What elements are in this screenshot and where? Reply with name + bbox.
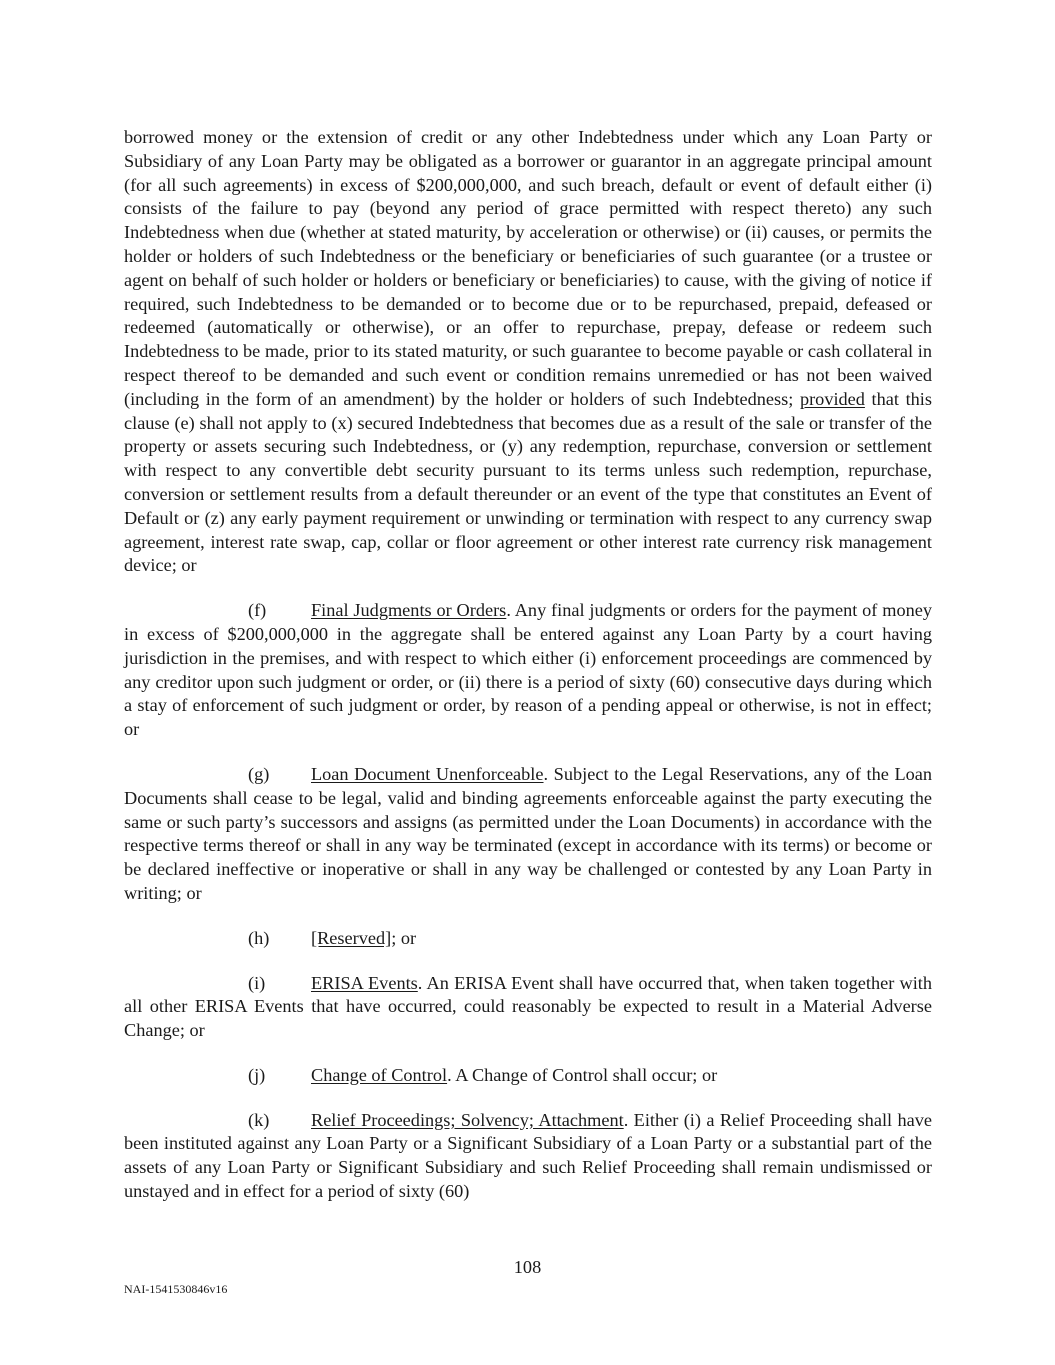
clause-text: ; or [391,927,417,948]
clause-f [124,599,932,742]
page-number: 108 [513,1257,542,1277]
clause-marker: (g) [248,763,270,784]
clause-text: . A Change of Control shall occur; or [447,1064,718,1085]
clause-e-text-2: that this clause (e) shall not apply to (x) secured Indebtedness that becomes due as a result of the sale or transfer of the property or assets securing such Indebtedness, or (y) any redemption, repurchase, conversion or settlement with respect to any convertible debt security pursuant to its terms unless such redemption, repurchase, conversion or settlement results from a default thereunder or an event of the type that constitutes an Event of Default or (z) any early payment requirement or unwinding or termination with respect to any currency swap agreement, interest rate swap, cap, collar or floor agreement or other interest rate currency risk management device; or [124,388,932,576]
clause-heading: Loan Document Unenforceable [311,763,544,784]
clause-text: . Any final judgments or orders for the payment of money in excess of $200,000,000 in the aggregate shall be entered against any Loan Party by a court having jurisdiction in the premises, and with respect to which either (i) enforcement proceedings are commenced by any creditor upon such judgment or order, or (ii) there is a period of sixty (60) consecutive days during which a stay of enforcement of such judgment or order, by reason of a pending appeal or otherwise, is not in effect; or [124,600,932,740]
clause-marker: (j) [248,1064,266,1085]
clause-heading: Final Judgments or Orders [311,600,507,621]
clause-j [124,1064,932,1088]
clause-e-text: borrowed money or the extension of credit or any other Indebtedness under which any Loan Party or Subsidiary of any Loan Party may be obligated as a borrower or guarantor in an aggregate principal amount (for all such agreements) in excess of $200,000,000, and such breach, default or event of default either (i) consists of the failure to pay (beyond any period of grace permitted with respect thereto) any such Indebtedness when due (whether at stated maturity, by acceleration or otherwise) or (ii) causes, or permits the holder or holders of such Indebtedness or the beneficiary or beneficiaries of such guarantee (or a trustee or agent on behalf of such holder or holders or beneficiary or beneficiaries) to cause, with the giving of notice if required, such Indebtedness to be demanded or to become due or to be repurchased, prepaid, defeased or redeemed (automatically or otherwise), or an offer to repurchase, prepay, defease or redeem such Indebtedness to be made, prior to its stated maturity, or such guarantee to become payable or cash collateral in respect thereof to be demanded and such event or condition remains unremedied or has not been waived (including in the form of an amendment) by the holder or holders of such Indebtedness; [124,127,932,409]
clause-marker: (h) [248,927,270,948]
clause-i [124,972,932,1043]
clause-heading: Change of Control [311,1064,448,1085]
clause-text: . Either (i) a Relief Proceeding shall have been instituted against any Loan Party or a Significant Subsidiary of a Loan Party or a substantial part of the assets of any Loan Party or Significant Subsidiary and such Relief Proceeding shall remain undismissed or unstayed and in effect for a period of sixty (60) [124,1109,933,1202]
clause-g [124,763,932,906]
provided-term: provided [799,388,865,409]
clause-heading: [Reserved] [311,927,392,948]
clause-h [124,927,932,951]
clause-marker: (i) [248,972,266,993]
document-id: NAI-1541530846v16 [124,1282,228,1296]
clause-text: . An ERISA Event shall have occurred that, when taken together with all other ERISA Events that have occurred, could reasonably be expected to result in a Material Adverse Change; or [124,972,932,1041]
clause-e-continuation [124,126,932,578]
clause-marker: (k) [248,1109,270,1130]
clause-text: . Subject to the Legal Reservations, any of the Loan Documents shall cease to be legal, valid and binding agreements enforceable against the party executing the same or such party’s successors and assigns (as permitted under the Loan Documents) in accordance with the respective terms thereof or shall in any way be terminated (except in accordance with its terms) or become or be declared ineffective or inoperative or shall in any way be challenged or contested by any Loan Party in writing; or [124,763,933,903]
clause-heading: Relief Proceedings; Solvency; Attachment [311,1109,624,1130]
clause-marker: (f) [248,600,267,621]
clause-heading: ERISA Events [311,972,418,993]
document-body [124,126,932,1204]
clause-k [124,1109,932,1204]
